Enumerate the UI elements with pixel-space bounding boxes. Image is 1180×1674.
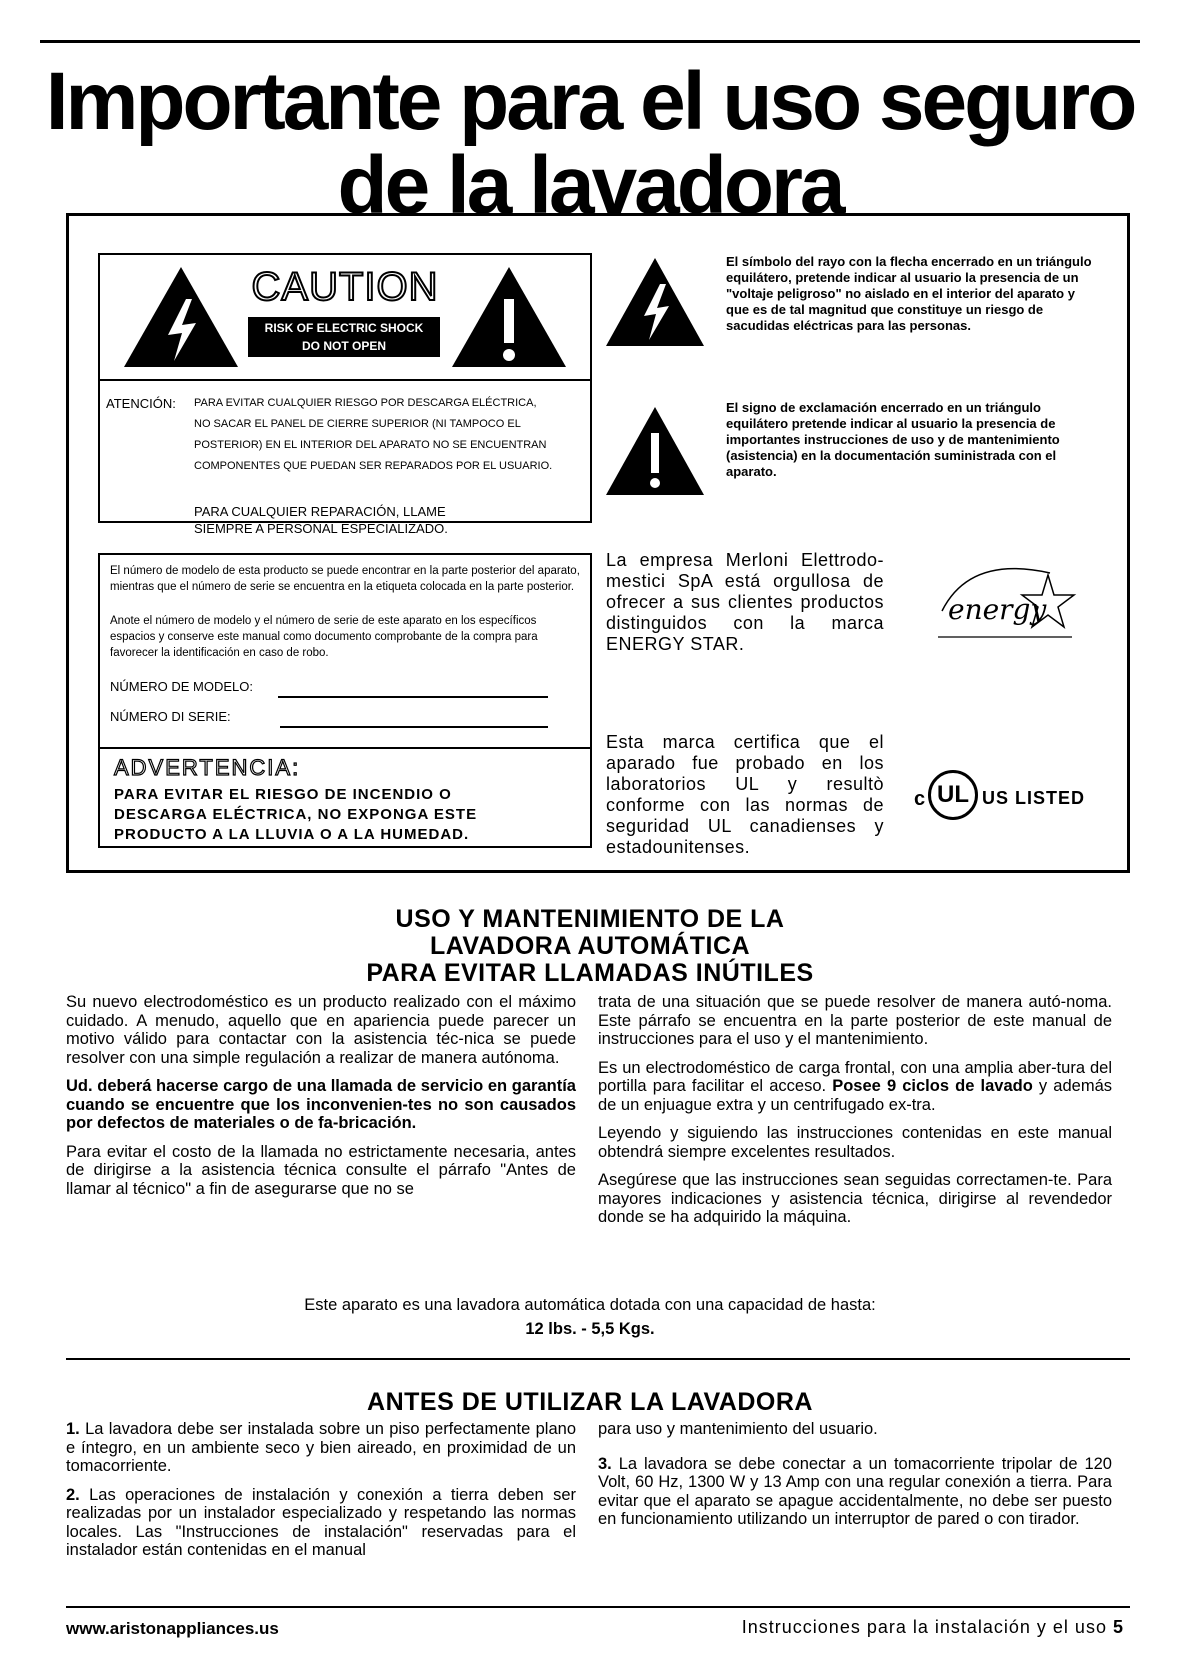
- section1-right-p3: Leyendo y siguiendo las instrucciones contenidas en este manual obtendrá siempre excelentes resultados.: [598, 1124, 1112, 1161]
- ul-circle-icon: [928, 770, 978, 820]
- footer-rule: [66, 1606, 1130, 1608]
- section1-title-2: LAVADORA AUTOMÁTICA: [429, 932, 751, 960]
- footer-text: Instrucciones para la instalación y el uso: [741, 1617, 1107, 1637]
- lightning-description: El símbolo del rayo con la flecha encerrado en un triángulo equilátero, pretende indicar al usuario la presencia de un "voltaje peligroso" no aislado en el interior del aparato y que es de tal magnitud que constituye un riesgo de sacudidas eléctricas para las personas.: [726, 254, 1092, 333]
- section1-right-column: [598, 993, 1112, 1237]
- footer-url: www.aristonappliances.us: [66, 1619, 279, 1638]
- atencion-label: ATENCIÓN:: [106, 396, 176, 411]
- reparacion-line-2: SIEMPRE A PERSONAL ESPECIALIZADO.: [194, 521, 448, 536]
- section1-right-p2: [598, 1059, 1112, 1115]
- atencion-line: POSTERIOR) EN EL INTERIOR DEL APARATO NO SE ENCUENTRAN: [194, 439, 547, 451]
- atencion-text: [194, 393, 586, 477]
- section2-item3: [598, 1455, 1112, 1529]
- title-line-1: Importante para el uso seguro: [45, 56, 1135, 147]
- page-title: [40, 56, 1140, 231]
- caution-header: [100, 255, 590, 381]
- serie-label: NÚMERO DI SERIE:: [110, 709, 231, 724]
- right-p2-part-c: y además de un enjuague extra y un centrifugado ex-tra.: [598, 1077, 1112, 1114]
- section2-item2: [66, 1486, 576, 1560]
- section1-left-p2: Ud. deberá hacerse cargo de una llamada de servicio en garantía cuando se encuentre que los inconvenien-tes no son causados por defectos de materiales o de fa-bricación.: [66, 1077, 576, 1132]
- top-rule: [40, 40, 1140, 43]
- exclamation-symbol-icon: [604, 405, 706, 497]
- advertencia-divider: [100, 747, 590, 749]
- energy-star-icon: [930, 553, 1080, 643]
- item3-number: 3.: [598, 1454, 612, 1473]
- reparacion-line-1: PARA CUALQUIER REPARACIÓN, LLAME: [194, 504, 446, 519]
- section-divider: [66, 1358, 1130, 1360]
- section1-title-1: USO Y MANTENIMIENTO DE LA: [395, 905, 785, 933]
- advertencia-title: ADVERTENCIA:: [114, 755, 301, 780]
- title-line-2: de la lavadora: [337, 140, 843, 231]
- svg-text:energy: energy: [948, 593, 1047, 626]
- footer-caption: [742, 1617, 1124, 1638]
- advertencia-text: [114, 785, 584, 845]
- section1-title-3: PARA EVITAR LLAMADAS INÚTILES: [366, 959, 814, 987]
- exclamation-description: El signo de exclamación encerrado en un triángulo equilátero pretende indicar al usuario la presencia de importantes instrucciones de uso y de mantenimiento (asistencia) en la documentación suministrada con el aparato.: [726, 400, 1060, 479]
- item2-text: Las operaciones de instalación y conexión a tierra deben ser realizadas por un instalador especializado y respetando las normas locales. Las "Instrucciones de instalación" reservadas para el instalador están contenidas en el manual: [66, 1485, 576, 1559]
- page-number: 5: [1112, 1617, 1124, 1637]
- section1-right-p1: trata de una situación que se puede resolver de manera autó-noma. Este párrafo se encuentra en la parte posterior de este manual de instrucciones para el uso y el mantenimiento.: [598, 993, 1112, 1048]
- model-paragraph-1: El número de modelo de esta producto se puede encontrar en la parte posterior del aparato, mientras que el número de serie se encuentra en la etiqueta colocada en la parte posterior.: [110, 565, 580, 593]
- modelo-write-line: [278, 696, 548, 698]
- advertencia-line-1: PARA EVITAR EL RIESGO DE INCENDIO O: [114, 786, 452, 803]
- modelo-label: NÚMERO DE MODELO:: [110, 679, 254, 694]
- atencion-line: PARA EVITAR CUALQUIER RIESGO POR DESCARGA ELÉCTRICA,: [194, 397, 537, 409]
- ul-mark: UL: [937, 781, 969, 808]
- energy-star-text: La empresa Merloni Elettrodo-mestici SpA está orgullosa de ofrecer a sus clientes productos distinguidos con la marca ENERGY STAR.: [606, 550, 884, 654]
- section1-left-column: [66, 993, 576, 1208]
- item3-text: La lavadora se debe conectar a un tomacorriente tripolar de 120 Volt, 60 Hz, 1300 W y 13 Amp con una regular conexión a tierra. Para evitar que el aparato se apague accidentalmente, no debe ser puesto en funcionamiento utilizando un interruptor de pared o con tirador.: [598, 1454, 1112, 1528]
- exclamation-warning-icon: [450, 265, 568, 369]
- section1-left-p3: Para evitar el costo de la llamada no estrictamente necesaria, antes de dirigirse a la asistencia técnica consulte el párrafo "Antes de llamar al técnico" a fin de asegurarse que no se: [66, 1142, 576, 1198]
- caution-box: [98, 253, 592, 536]
- item1-number: 1.: [66, 1420, 80, 1438]
- model-box: [98, 553, 592, 848]
- right-p2-bold: Posee 9 ciclos de lavado: [832, 1077, 1033, 1095]
- advertencia-line-3: PRODUCTO A LA LLUVIA O A LA HUMEDAD.: [114, 826, 470, 843]
- us-listed-mark: US LISTED: [982, 788, 1086, 808]
- ul-text: Esta marca certifica que el aparado fue probado en los laboratorios UL y resultò conforme con las normas de seguridad UL canadienses y estadounitenses.: [606, 732, 884, 857]
- shock-label: [248, 317, 440, 357]
- lightning-warning-icon: [122, 265, 240, 369]
- section1-left-p1: Su nuevo electrodoméstico es un producto realizado con el máximo cuidado. A menudo, aquello que en apariencia puede parecer un motivo válido para contactar con la asistencia téc-nica se puede resolver con una simple regulación a realizar de manera autónoma.: [66, 993, 576, 1067]
- caution-word: CAUTION: [251, 265, 439, 309]
- section2-title: ANTES DE UTILIZAR LA LAVADORA: [367, 1388, 813, 1416]
- shock-line-1: RISK OF ELECTRIC SHOCK: [264, 321, 424, 335]
- serie-write-line: [280, 726, 548, 728]
- shock-line-2: DO NOT OPEN: [301, 339, 386, 353]
- reparacion-text: [194, 503, 586, 537]
- atencion-line: COMPONENTES QUE PUEDAN SER REPARADOS POR EL USUARIO.: [194, 460, 553, 472]
- section2-right-continuation: para uso y mantenimiento del usuario.: [598, 1420, 878, 1438]
- item1-text: La lavadora debe ser instalada sobre un piso perfectamente plano e íntegro, en un ambiente seco y bien aireado, en proximidad de un tomacorriente.: [66, 1420, 576, 1475]
- ul-c-mark: c: [914, 788, 926, 810]
- capacity-value: 12 lbs. - 5,5 Kgs.: [525, 1320, 655, 1338]
- lightning-symbol-icon: [604, 256, 706, 348]
- item2-number: 2.: [66, 1485, 80, 1504]
- section2-left-column: [66, 1420, 576, 1570]
- right-p2-part-a: Es un electrodoméstico de carga frontal, con una amplia aber-tura del portilla para facilitar el acceso.: [598, 1058, 1112, 1095]
- advertencia-line-2: DESCARGA ELÉCTRICA, NO EXPONGA ESTE: [114, 806, 478, 823]
- model-paragraph-2: Anote el número de modelo y el número de serie de este aparato en los específicos espacios y conserve este manual como documento comprobante de la compra para favorecer la identificación en caso de robo.: [110, 615, 538, 659]
- capacity-line: Este aparato es una lavadora automática dotada con una capacidad de hasta:: [304, 1296, 876, 1314]
- section2-item1: [66, 1420, 576, 1476]
- energy-star-logo: [930, 553, 1080, 643]
- ul-listed-logo: [914, 768, 1094, 828]
- atencion-line: NO SACAR EL PANEL DE CIERRE SUPERIOR (NI TAMPOCO EL: [194, 418, 521, 430]
- section1-right-p4: Asegúrese que las instrucciones sean seguidas correctamen-te. Para mayores indicaciones y asistencia técnica, dirigirse al revendedor donde se ha adquirido la máquina.: [598, 1171, 1112, 1226]
- section2-right-column: [598, 1420, 1112, 1539]
